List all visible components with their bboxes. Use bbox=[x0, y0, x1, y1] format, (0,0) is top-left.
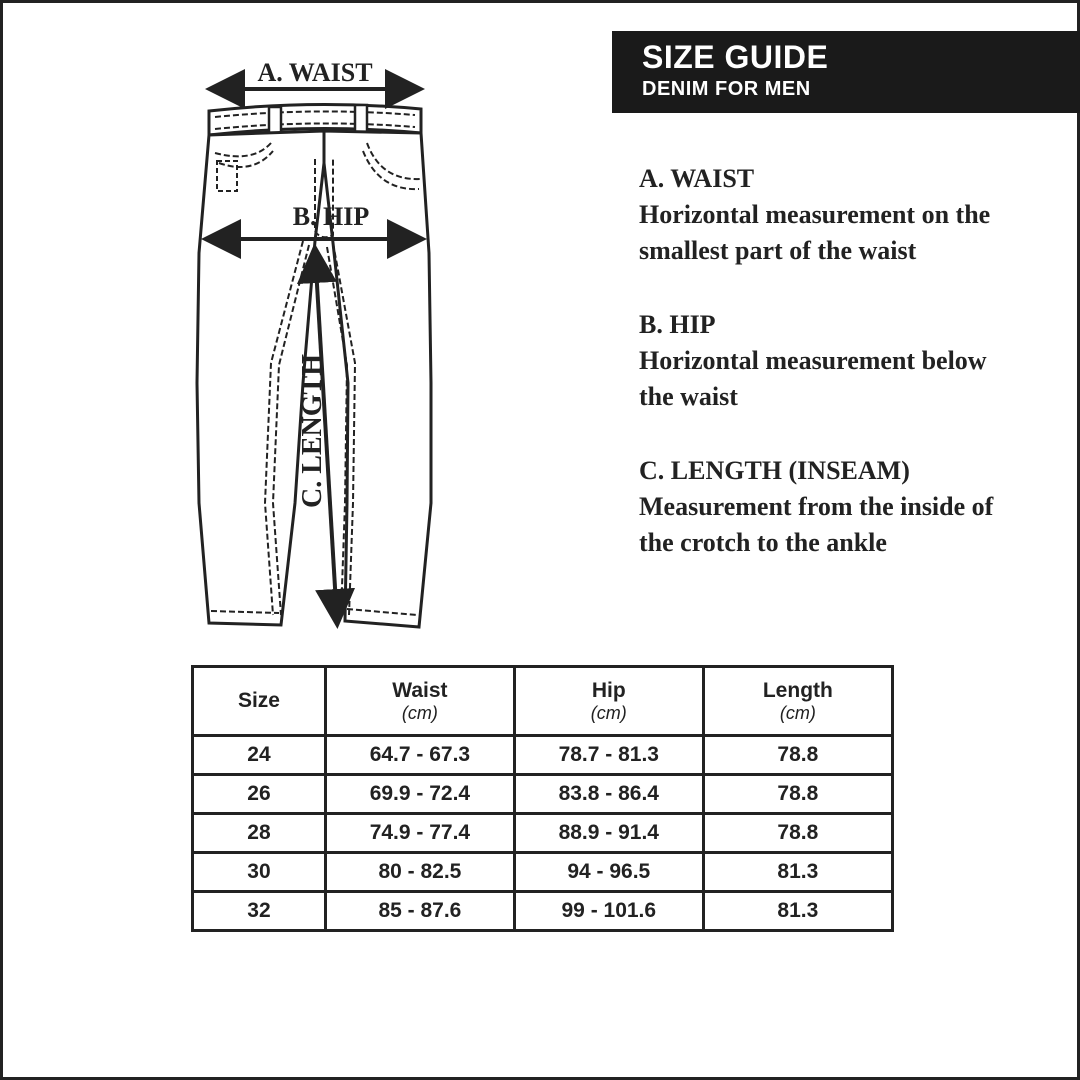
header-waist-label: Waist bbox=[392, 679, 448, 702]
length-description bbox=[639, 453, 1059, 561]
table-row bbox=[193, 775, 893, 814]
header-length-unit: (cm) bbox=[779, 703, 816, 723]
cell-waist: 64.7 - 67.3 bbox=[325, 736, 514, 775]
header-length bbox=[703, 667, 892, 736]
hip-description bbox=[639, 307, 1059, 415]
waist-label: A. WAIST bbox=[257, 58, 373, 87]
cell-size: 32 bbox=[193, 892, 326, 931]
size-table bbox=[191, 665, 894, 932]
header-title: SIZE GUIDE bbox=[642, 39, 829, 75]
cell-hip: 94 - 96.5 bbox=[514, 853, 703, 892]
waist-heading: A. WAIST bbox=[639, 164, 755, 193]
length-heading: C. LENGTH (INSEAM) bbox=[639, 456, 910, 485]
table-row bbox=[193, 853, 893, 892]
header-hip-label: Hip bbox=[591, 679, 626, 702]
header-size bbox=[193, 667, 326, 736]
cell-waist: 80 - 82.5 bbox=[325, 853, 514, 892]
cell-length: 81.3 bbox=[703, 853, 892, 892]
cell-waist: 85 - 87.6 bbox=[325, 892, 514, 931]
cell-length: 78.8 bbox=[703, 736, 892, 775]
table-header-row bbox=[193, 667, 893, 736]
cell-length: 78.8 bbox=[703, 814, 892, 853]
jeans-diagram bbox=[183, 43, 453, 643]
hip-heading: B. HIP bbox=[639, 310, 716, 339]
waist-description bbox=[639, 161, 1059, 269]
waist-text-line: smallest part of the waist bbox=[639, 236, 917, 265]
cell-waist: 69.9 - 72.4 bbox=[325, 775, 514, 814]
hip-text-line: the waist bbox=[639, 382, 738, 411]
header-hip bbox=[514, 667, 703, 736]
cell-length: 81.3 bbox=[703, 892, 892, 931]
length-text-line: the crotch to the ankle bbox=[639, 528, 887, 557]
header-length-label: Length bbox=[762, 679, 833, 702]
cell-size: 28 bbox=[193, 814, 326, 853]
cell-size: 30 bbox=[193, 853, 326, 892]
length-text-line: Measurement from the inside of bbox=[639, 492, 994, 521]
waist-text-line: Horizontal measurement on the bbox=[639, 200, 991, 229]
header-hip-unit: (cm) bbox=[590, 703, 627, 723]
hip-text-line: Horizontal measurement below bbox=[639, 346, 987, 375]
cell-hip: 83.8 - 86.4 bbox=[514, 775, 703, 814]
header-size-label: Size bbox=[237, 689, 280, 712]
cell-size: 26 bbox=[193, 775, 326, 814]
header-waist bbox=[325, 667, 514, 736]
header-waist-unit: (cm) bbox=[401, 703, 438, 723]
cell-waist: 74.9 - 77.4 bbox=[325, 814, 514, 853]
length-label: C. LENGTH bbox=[297, 353, 328, 509]
table-row bbox=[193, 736, 893, 775]
cell-size: 24 bbox=[193, 736, 326, 775]
cell-hip: 78.7 - 81.3 bbox=[514, 736, 703, 775]
size-guide-header bbox=[612, 31, 1080, 113]
table-row bbox=[193, 892, 893, 931]
cell-length: 78.8 bbox=[703, 775, 892, 814]
table-row bbox=[193, 814, 893, 853]
cell-hip: 99 - 101.6 bbox=[514, 892, 703, 931]
header-subtitle: DENIM FOR MEN bbox=[642, 78, 811, 100]
hip-label: B. HIP bbox=[292, 202, 370, 231]
cell-hip: 88.9 - 91.4 bbox=[514, 814, 703, 853]
